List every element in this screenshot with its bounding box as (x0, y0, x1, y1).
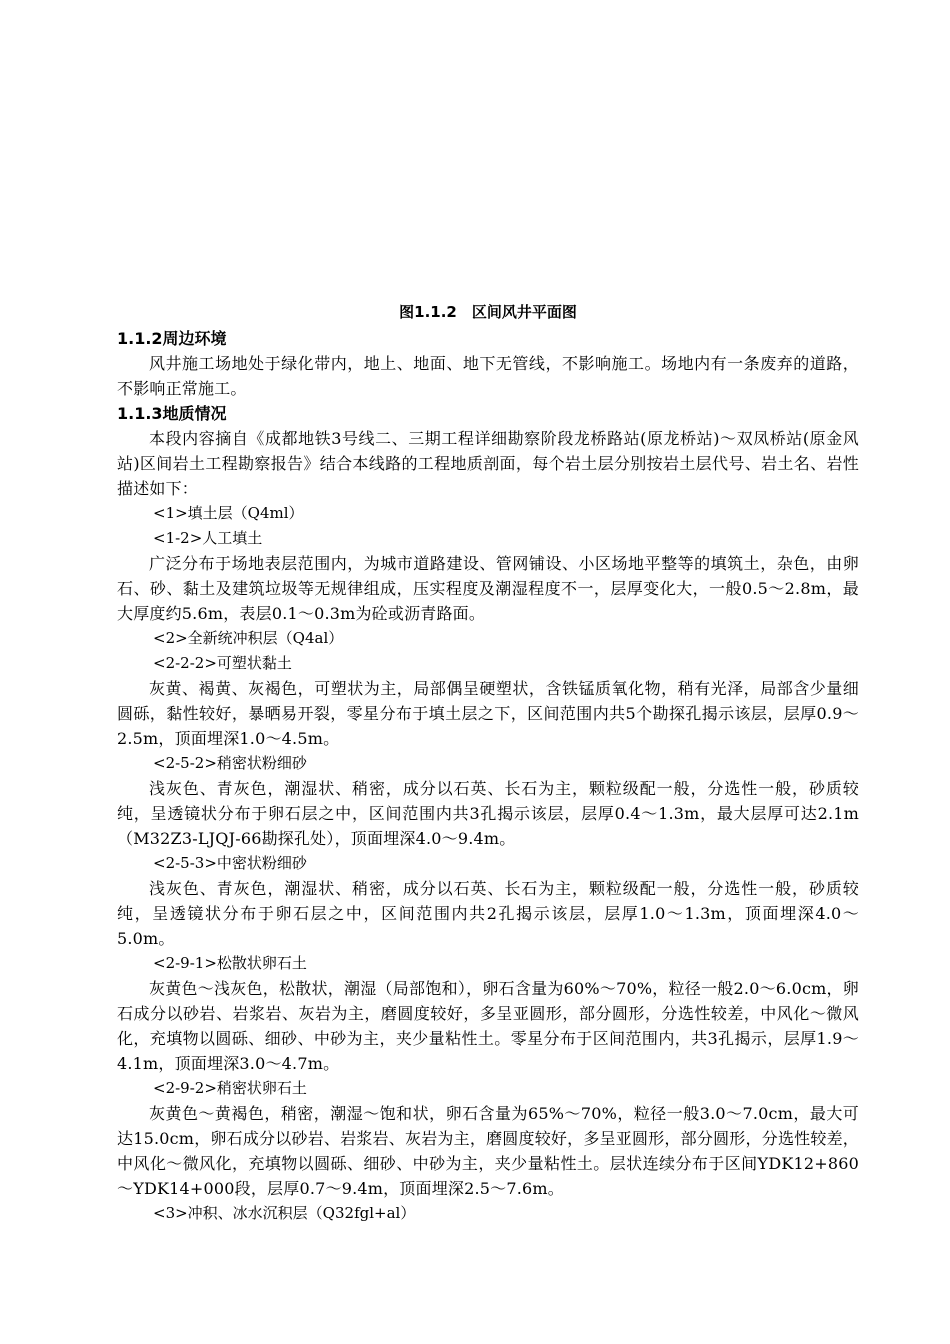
layer-text-2-2-2: 灰黄、褐黄、灰褐色，可塑状为主，局部偶呈硬塑状，含铁锰质氧化物，稍有光泽，局部含少量细圆砾，黏性较好，暴晒易开裂，零星分布于填土层之下，区间范围内共5个勘探孔揭示该层，层厚0.9～2.5m，顶面埋深1.0～4.5m。 (117, 679, 859, 748)
layer-label-2-5-2: <2-5-2>稍密状粉细砂 (153, 754, 307, 772)
paragraph-surroundings: 风井施工场地处于绿化带内，地上、地面、地下无管线，不影响施工。场地内有一条废弃的道路，不影响正常施工。 (117, 354, 859, 398)
layer-label-3: <3>冲积、冰水沉积层（Q32fgl+al） (153, 1204, 416, 1222)
layer-text-2-9-1: 灰黄色～浅灰色，松散状，潮湿（局部饱和），卵石含量为60%～70%，粒径一般2.0～6.0cm，卵石成分以砂岩、岩浆岩、灰岩为主，磨圆度较好，多呈亚圆形，部分圆形，分选性较差，中风化～微风化，充填物以圆砾、细砂、中砂为主，夹少量粘性土。零星分布于区间范围内，共3孔揭示，层厚1.9～4.1m，顶面埋深3.0～4.7m。 (117, 979, 859, 1073)
layer-label-2-5-3: <2-5-3>中密状粉细砂 (153, 854, 307, 872)
layer-label-2-9-1: <2-9-1>松散状卵石土 (153, 954, 307, 972)
layer-label-1: <1>填土层（Q4ml） (153, 504, 304, 522)
paragraph-geology-intro: 本段内容摘自《成都地铁3号线二、三期工程详细勘察阶段龙桥路站(原龙桥站)～双凤桥站(原金风站)区间岩土工程勘察报告》结合本线路的工程地质剖面，每个岩土层分别按岩土层代号、岩土名、岩性描述如下： (117, 429, 859, 498)
layer-text-1-2: 广泛分布于场地表层范围内，为城市道路建设、管网铺设、小区场地平整等的填筑土，杂色，由卵石、砂、黏土及建筑垃圾等无规律组成，压实程度及潮湿程度不一，层厚变化大，一般0.5～2.8m，最大厚度约5.6m，表层0.1～0.3m为砼或沥青路面。 (117, 554, 859, 623)
section-heading-geology: 1.1.3地质情况 (117, 404, 227, 423)
section-heading-surroundings: 1.1.2周边环境 (117, 329, 227, 348)
layer-text-2-5-3: 浅灰色、青灰色，潮湿状、稍密，成分以石英、长石为主，颗粒级配一般，分选性一般，砂质较纯，呈透镜状分布于卵石层之中，区间范围内共2孔揭示该层，层厚1.0～1.3m，顶面埋深4.0～5.0m。 (117, 879, 859, 948)
layer-label-2-9-2: <2-9-2>稍密状卵石土 (153, 1079, 307, 1097)
document-page (117, 298, 859, 1226)
layer-text-2-5-2: 浅灰色、青灰色，潮湿状、稍密，成分以石英、长石为主，颗粒级配一般，分选性一般，砂质较纯，呈透镜状分布于卵石层之中，区间范围内共3孔揭示该层，层厚0.4～1.3m，最大层厚可达2.1m（M32Z3-LJQJ-66勘探孔处），顶面埋深4.0～9.4m。 (117, 779, 859, 848)
layer-label-2-2-2: <2-2-2>可塑状黏土 (153, 654, 292, 672)
layer-label-1-2: <1-2>人工填土 (153, 529, 263, 547)
figure-caption: 图1.1.2 区间风井平面图 (399, 303, 577, 321)
layer-text-2-9-2: 灰黄色～黄褐色，稍密，潮湿～饱和状，卵石含量为65%～70%，粒径一般3.0～7.0cm，最大可达15.0cm，卵石成分以砂岩、岩浆岩、灰岩为主，磨圆度较好，多呈亚圆形，部分圆形，分选性较差，中风化～微风化，充填物以圆砾、细砂、中砂为主，夹少量粘性土。层状连续分布于区间YDK12+860～YDK14+000段，层厚0.7～9.4m，顶面埋深2.5～7.6m。 (117, 1104, 859, 1198)
layer-label-2: <2>全新统冲积层（Q4al） (153, 629, 344, 647)
